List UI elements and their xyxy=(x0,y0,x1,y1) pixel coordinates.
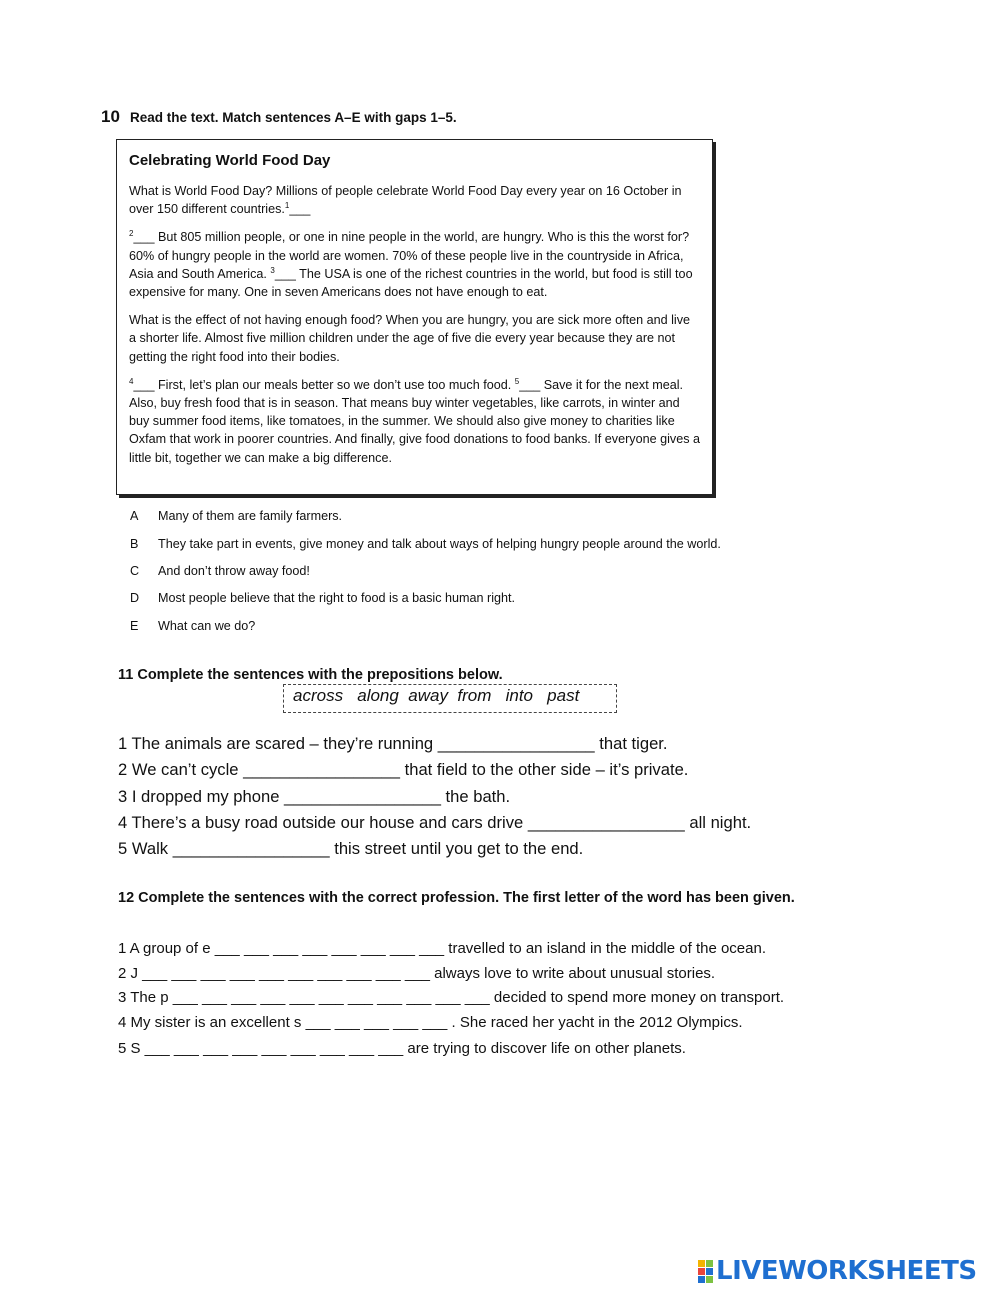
gap-2-number: 2 xyxy=(129,229,134,239)
ex12-sentence-1[interactable]: 1 A group of e ___ ___ ___ ___ ___ ___ ___ ___ travelled to an island in the middle of the ocean. xyxy=(118,940,767,957)
reading-title: Celebrating World Food Day xyxy=(129,152,331,169)
logo-block xyxy=(706,1268,713,1275)
gap-2-blank[interactable]: ___ xyxy=(133,230,155,245)
option-c: C And don’t throw away food! xyxy=(130,564,310,578)
logo-block xyxy=(698,1268,705,1275)
gap-5-blank[interactable]: ___ xyxy=(519,377,541,392)
logo-block xyxy=(706,1260,713,1267)
logo-block xyxy=(698,1276,705,1283)
option-e: E What can we do? xyxy=(130,619,256,633)
logo-block xyxy=(698,1260,705,1267)
option-d: D Most people believe that the right to food is a basic human right. xyxy=(130,591,516,605)
liveworksheets-logo[interactable] xyxy=(698,1256,977,1286)
ex12-sentence-4[interactable]: 4 My sister is an excellent s ___ ___ ___ ___ ___ . She raced her yacht in the 2012 Olympics. xyxy=(118,1014,743,1031)
gap-1-blank[interactable]: ___ xyxy=(289,202,311,217)
gap-3-number: 3 xyxy=(270,265,275,275)
logo-text: LIVEWORKSHEETS xyxy=(716,1256,977,1286)
reading-text-box xyxy=(116,139,713,495)
exercise-11-title: 11 Complete the sentences with the prepositions below. xyxy=(118,667,503,683)
logo-blocks-icon xyxy=(698,1260,713,1283)
option-a: A Many of them are family farmers. xyxy=(130,509,343,523)
ex11-sentence-1[interactable]: 1 The animals are scared – they’re running _________________ that tiger. xyxy=(118,734,668,753)
ex11-sentence-5[interactable]: 5 Walk _________________ this street until you get to the end. xyxy=(118,839,584,858)
paragraph-4: $^4$___ First, let’s plan our meals better so we don’t use too much food. $^5$___ Save it for the next meal. Also, buy fresh food that is in season. That means buy winter vegetables, like carrots, in winter and buy summer food items, like tomatoes, in the summer. We should also give money to charities like Oxfam that work in poorer countries. And finally, give food donations to food banks. If everyone gives a little bit, together we can make a big difference. xyxy=(129,376,701,465)
paragraph-3: What is the effect of not having enough food? When you are hungry, you are sick more often and live a shorter life. Almost five million children under the age of five die every year because they are not getting the right food into their bodies. xyxy=(129,313,690,364)
ex12-sentence-2[interactable]: 2 J ___ ___ ___ ___ ___ ___ ___ ___ ___ ___ always love to write about unusual stories. xyxy=(118,965,716,982)
paragraph-2: $^2$___ But 805 million people, or one in nine people in the world, are hungry. Who is this the worst for? 60% of hungry people in the world are women. 70% of these people live in the countryside in Africa, Asia and South America. $^3$___ The USA is one of the richest countries in the world, but food is still too expensive for many. One in seven Americans does not have enough to eat. xyxy=(129,229,693,300)
exercise-number: 10 xyxy=(101,107,120,126)
gap-4-number: 4 xyxy=(129,376,134,386)
ex11-sentence-2[interactable]: 2 We can’t cycle _________________ that field to the other side – it’s private. xyxy=(118,760,689,779)
gap-5-number: 5 xyxy=(514,376,520,386)
exercise-10-instruction: Read the text. Match sentences A–E with gaps 1–5. xyxy=(130,110,457,125)
ex11-sentence-4[interactable]: 4 There’s a busy road outside our house and cars drive _________________ all night. xyxy=(118,813,752,832)
gap-4-blank[interactable]: ___ xyxy=(133,377,155,392)
exercise-12-title: 12 Complete the sentences with the correct profession. The first letter of the word has been given. xyxy=(118,890,795,906)
paragraph-1: What is World Food Day? Millions of people celebrate World Food Day every year on 16 October in over 150 different countries.$^1$___ xyxy=(129,184,682,217)
logo-block xyxy=(706,1276,713,1283)
ex12-sentence-3[interactable]: 3 The p ___ ___ ___ ___ ___ ___ ___ ___ ___ ___ ___ decided to spend more money on transport. xyxy=(118,989,785,1006)
ex12-sentence-5[interactable]: 5 S ___ ___ ___ ___ ___ ___ ___ ___ ___ are trying to discover life on other planets. xyxy=(118,1040,686,1057)
prepositions-word-box: across along away from into past xyxy=(283,684,617,713)
gap-1-number: 1 xyxy=(284,201,290,211)
option-b: B They take part in events, give money and talk about ways of helping hungry people around the world. xyxy=(130,537,721,551)
gap-3-blank[interactable]: ___ xyxy=(274,266,296,281)
ex11-sentence-3[interactable]: 3 I dropped my phone _________________ the bath. xyxy=(118,787,511,806)
